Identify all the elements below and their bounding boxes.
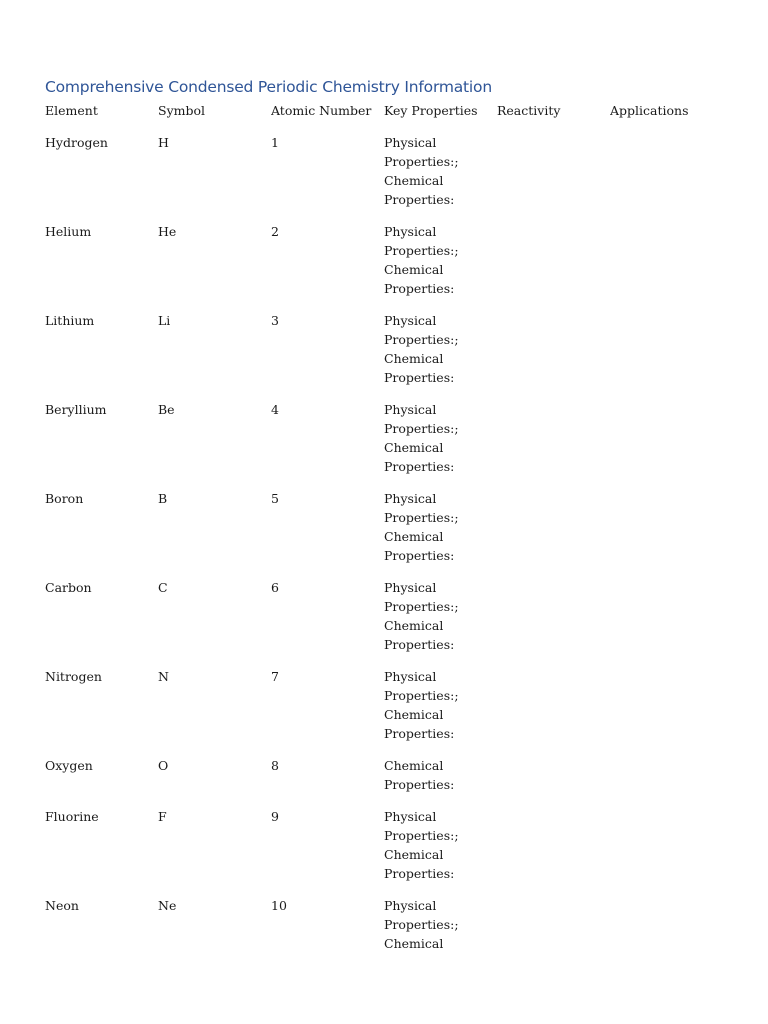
key-properties-line: Properties: — [384, 281, 455, 296]
cell-atomic-number: 9 — [271, 809, 279, 824]
table-row — [45, 807, 723, 896]
table-row — [45, 400, 723, 489]
key-properties-line: Chemical — [384, 936, 444, 951]
cell-symbol: C — [158, 580, 168, 595]
cell-reactivity — [497, 578, 610, 667]
cell-atomic-number: 10 — [271, 898, 287, 913]
cell-applications — [610, 807, 723, 896]
key-properties-line: Properties:; — [384, 599, 459, 614]
header-atomic-number: Atomic Number — [271, 103, 372, 118]
cell-element: Boron — [45, 491, 84, 506]
cell-applications — [610, 222, 723, 311]
cell-symbol: Be — [158, 402, 175, 417]
cell-symbol: He — [158, 224, 177, 239]
table-body — [45, 133, 723, 966]
key-properties-line: Chemical — [384, 707, 444, 722]
header-element: Element — [45, 103, 98, 118]
key-properties-line: Properties:; — [384, 154, 459, 169]
cell-reactivity — [497, 311, 610, 400]
key-properties-line: Physical — [384, 135, 437, 150]
cell-key-properties — [384, 400, 497, 489]
cell-key-properties — [384, 489, 497, 578]
cell-atomic-number: 4 — [271, 402, 279, 417]
cell-atomic-number: 7 — [271, 669, 279, 684]
key-properties-line: Properties: — [384, 726, 455, 741]
cell-element: Carbon — [45, 580, 92, 595]
cell-symbol: Li — [158, 313, 171, 328]
table-row — [45, 667, 723, 756]
cell-atomic-number: 8 — [271, 758, 279, 773]
table-row — [45, 756, 723, 807]
header-key-properties: Key Properties — [384, 103, 478, 118]
header-applications: Applications — [610, 103, 689, 118]
table-row — [45, 896, 723, 966]
key-properties-line: Physical — [384, 402, 437, 417]
key-properties-line: Chemical — [384, 440, 444, 455]
cell-applications — [610, 400, 723, 489]
header-row — [45, 101, 723, 133]
cell-symbol: H — [158, 135, 169, 150]
cell-symbol: N — [158, 669, 169, 684]
table-row — [45, 133, 723, 222]
key-properties-line: Chemical — [384, 847, 444, 862]
table-header — [45, 101, 723, 133]
cell-applications — [610, 311, 723, 400]
cell-applications — [610, 896, 723, 966]
key-properties-line: Properties: — [384, 370, 455, 385]
cell-applications — [610, 133, 723, 222]
key-properties-line: Properties:; — [384, 510, 459, 525]
cell-element: Neon — [45, 898, 79, 913]
cell-key-properties — [384, 578, 497, 667]
key-properties-line: Properties: — [384, 777, 455, 792]
key-properties-line: Physical — [384, 313, 437, 328]
cell-applications — [610, 756, 723, 807]
cell-reactivity — [497, 807, 610, 896]
key-properties-line: Properties: — [384, 637, 455, 652]
table-row — [45, 578, 723, 667]
key-properties-line: Chemical — [384, 173, 444, 188]
cell-atomic-number: 1 — [271, 135, 279, 150]
key-properties-line: Properties: — [384, 459, 455, 474]
key-properties-line: Properties:; — [384, 332, 459, 347]
key-properties-line: Chemical — [384, 529, 444, 544]
header-reactivity: Reactivity — [497, 103, 561, 118]
key-properties-line: Properties: — [384, 548, 455, 563]
cell-reactivity — [497, 667, 610, 756]
table-row — [45, 489, 723, 578]
key-properties-line: Properties: — [384, 192, 455, 207]
cell-key-properties — [384, 896, 497, 966]
table-row — [45, 222, 723, 311]
key-properties-line: Physical — [384, 669, 437, 684]
cell-element: Fluorine — [45, 809, 99, 824]
cell-reactivity — [497, 222, 610, 311]
cell-element: Helium — [45, 224, 92, 239]
cell-reactivity — [497, 489, 610, 578]
key-properties-line: Chemical — [384, 351, 444, 366]
cell-element: Hydrogen — [45, 135, 108, 150]
cell-applications — [610, 667, 723, 756]
key-properties-line: Physical — [384, 580, 437, 595]
cell-atomic-number: 5 — [271, 491, 279, 506]
header-symbol: Symbol — [158, 103, 206, 118]
cell-key-properties — [384, 667, 497, 756]
cell-symbol: Ne — [158, 898, 177, 913]
key-properties-line: Properties: — [384, 866, 455, 881]
cell-symbol: O — [158, 758, 169, 773]
cell-applications — [610, 578, 723, 667]
cell-atomic-number: 3 — [271, 313, 279, 328]
key-properties-line: Chemical — [384, 262, 444, 277]
cell-reactivity — [497, 896, 610, 966]
key-properties-line: Physical — [384, 491, 437, 506]
key-properties-line: Physical — [384, 224, 437, 239]
document-title: Comprehensive Condensed Periodic Chemistry Information — [45, 78, 492, 96]
cell-symbol: B — [158, 491, 168, 506]
cell-symbol: F — [158, 809, 167, 824]
cell-atomic-number: 2 — [271, 224, 279, 239]
key-properties-line: Properties:; — [384, 421, 459, 436]
cell-key-properties — [384, 311, 497, 400]
cell-key-properties — [384, 133, 497, 222]
cell-element: Lithium — [45, 313, 95, 328]
key-properties-line: Properties:; — [384, 688, 459, 703]
key-properties-line: Physical — [384, 898, 437, 913]
key-properties-line: Properties:; — [384, 243, 459, 258]
cell-key-properties — [384, 222, 497, 311]
key-properties-line: Chemical — [384, 758, 444, 773]
cell-atomic-number: 6 — [271, 580, 279, 595]
cell-key-properties — [384, 807, 497, 896]
cell-applications — [610, 489, 723, 578]
cell-element: Nitrogen — [45, 669, 102, 684]
key-properties-line: Physical — [384, 809, 437, 824]
cell-element: Beryllium — [45, 402, 107, 417]
chemistry-table — [45, 101, 723, 966]
key-properties-line: Properties:; — [384, 828, 459, 843]
cell-key-properties — [384, 756, 497, 807]
table-row — [45, 311, 723, 400]
key-properties-line: Chemical — [384, 618, 444, 633]
cell-reactivity — [497, 133, 610, 222]
cell-element: Oxygen — [45, 758, 93, 773]
cell-reactivity — [497, 400, 610, 489]
cell-reactivity — [497, 756, 610, 807]
key-properties-line: Properties:; — [384, 917, 459, 932]
